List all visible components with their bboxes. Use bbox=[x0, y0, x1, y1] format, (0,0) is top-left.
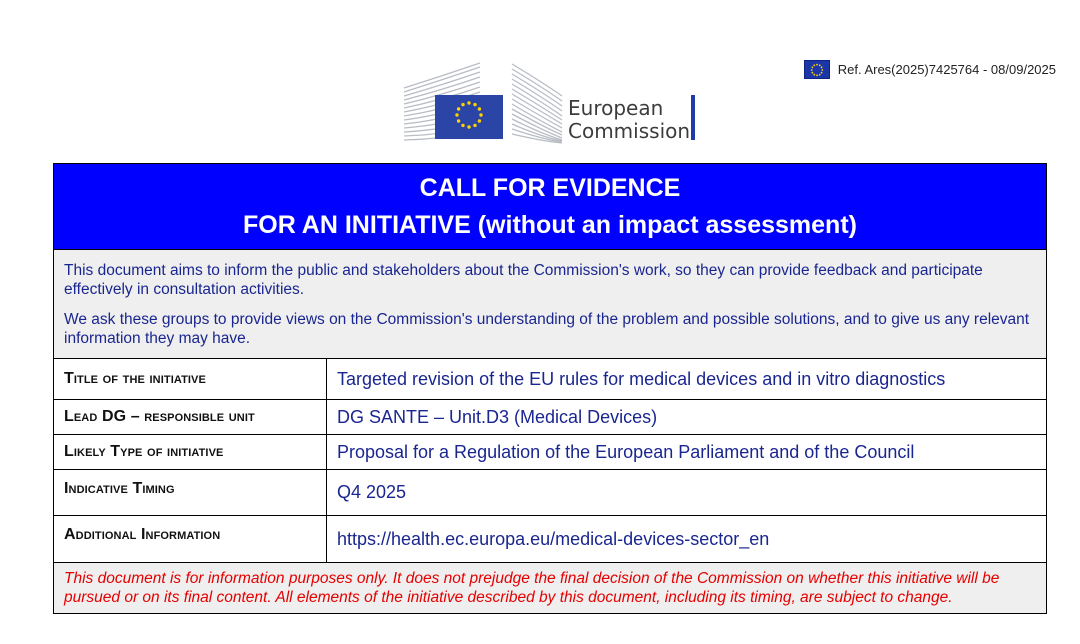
intro-paragraph-2: We ask these groups to provide views on the Commission's understanding of the problem and possible solutions, and to give us any relevant information they may have. bbox=[64, 311, 1030, 347]
intro-paragraph-1: This document aims to inform the public and stakeholders about the Commission's work, so they can provide feedback and participate effectively in consultation activities. bbox=[64, 262, 983, 298]
row-label-additional-info: Additional Information bbox=[54, 516, 327, 563]
row-value-title: Targeted revision of the EU rules for medical devices and in vitro diagnostics bbox=[327, 359, 1047, 400]
disclaimer-text: This document is for information purposes only. It does not prejudge the final decision of the Commission on whether this initiative will be pursued or on its final content. All elements of the initiative described by this document, including its timing, are subject to change. bbox=[54, 563, 1047, 614]
intro-box bbox=[54, 250, 1047, 359]
row-label-title: Title of the initiative bbox=[54, 359, 327, 400]
row-label-timing: Indicative Timing bbox=[54, 470, 327, 516]
table-row bbox=[54, 400, 1047, 435]
logo-line-2: Commission bbox=[568, 119, 691, 143]
logo-line-1: European bbox=[568, 96, 664, 120]
table-row bbox=[54, 435, 1047, 470]
document-header bbox=[54, 164, 1047, 250]
reference-line bbox=[804, 60, 1056, 79]
row-label-type: Likely Type of initiative bbox=[54, 435, 327, 470]
header-subtitle: FOR AN INITIATIVE (without an impact assessment) bbox=[243, 211, 857, 239]
call-for-evidence-table bbox=[53, 163, 1047, 614]
logo-divider bbox=[691, 95, 695, 140]
row-value-type: Proposal for a Regulation of the European Parliament and of the Council bbox=[327, 435, 1047, 470]
table-row bbox=[54, 516, 1047, 563]
eu-flag-icon bbox=[804, 60, 830, 79]
reference-text: Ref. Ares(2025)7425764 - 08/09/2025 bbox=[837, 62, 1056, 77]
header-title: CALL FOR EVIDENCE bbox=[419, 174, 681, 202]
table-row bbox=[54, 470, 1047, 516]
table-row bbox=[54, 359, 1047, 400]
row-value-timing: Q4 2025 bbox=[327, 470, 1047, 516]
row-value-lead-dg: DG SANTE – Unit.D3 (Medical Devices) bbox=[327, 400, 1047, 435]
row-value-additional-info[interactable]: https://health.ec.europa.eu/medical-devices-sector_en bbox=[327, 516, 1047, 563]
row-label-lead-dg: Lead DG – responsible unit bbox=[54, 400, 327, 435]
logo-wordmark bbox=[568, 97, 690, 143]
